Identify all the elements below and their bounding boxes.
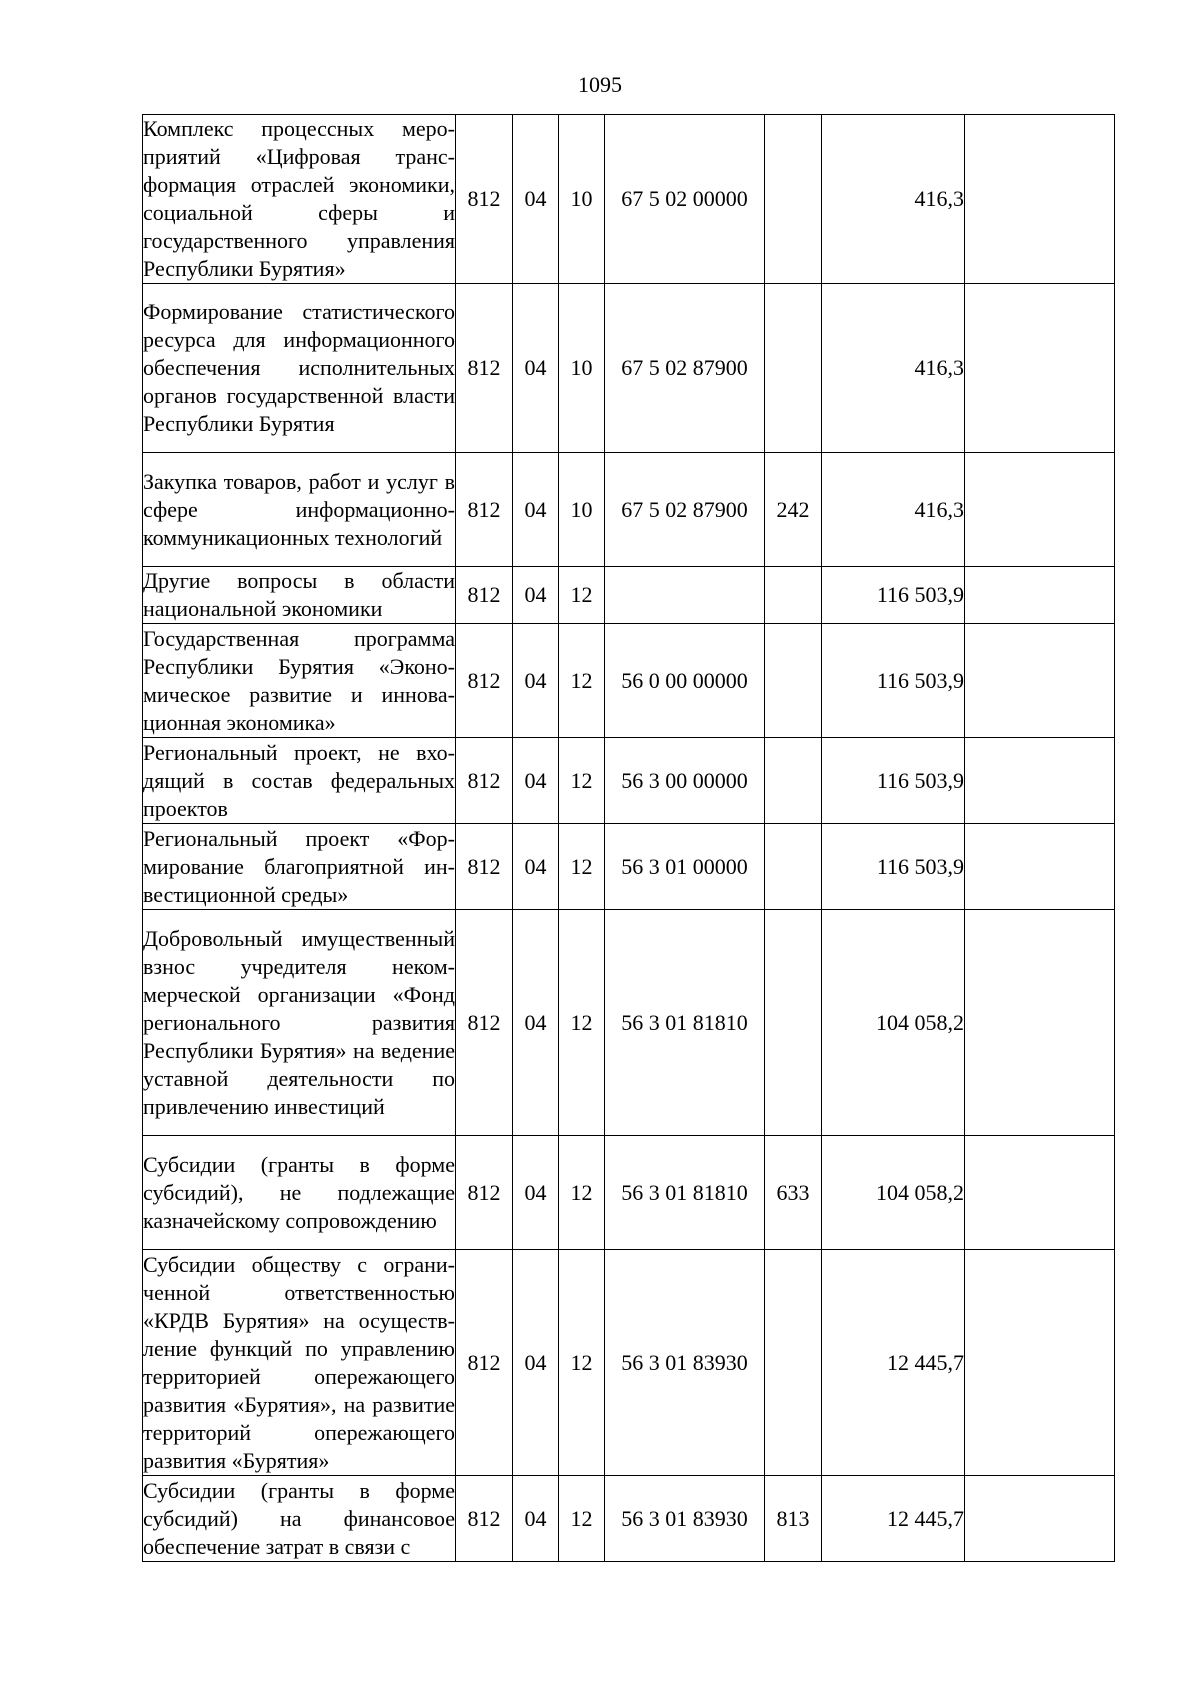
- row-expense-type: [765, 824, 822, 910]
- row-extra: [965, 1136, 1115, 1250]
- table-row: [143, 284, 1115, 453]
- row-name: Субсидии (гранты в форме субсидий) на финансовое обеспечение затрат в связи с: [143, 1476, 456, 1562]
- row-subsection: 12: [559, 567, 605, 624]
- row-section: 04: [513, 910, 559, 1136]
- row-target-article: 56 3 00 00000: [605, 738, 765, 824]
- table-row: [143, 567, 1115, 624]
- row-target-article: 56 0 00 00000: [605, 624, 765, 738]
- table-row: [143, 453, 1115, 567]
- row-extra: [965, 738, 1115, 824]
- row-section: 04: [513, 453, 559, 567]
- row-section: 04: [513, 624, 559, 738]
- row-extra: [965, 1476, 1115, 1562]
- row-amount: 12 445,7: [822, 1476, 965, 1562]
- row-target-article: 56 3 01 83930: [605, 1476, 765, 1562]
- row-extra: [965, 910, 1115, 1136]
- row-section: 04: [513, 115, 559, 284]
- row-name: Региональный проект «Формирование благоприятной инвестиционной среды»: [143, 824, 456, 910]
- row-section: 04: [513, 1476, 559, 1562]
- row-grbs: 812: [456, 1250, 513, 1476]
- table-row: [143, 115, 1115, 284]
- row-section: 04: [513, 284, 559, 453]
- row-grbs: 812: [456, 284, 513, 453]
- row-grbs: 812: [456, 453, 513, 567]
- table-row: [143, 824, 1115, 910]
- row-name: Государственная программа Республики Бурятия «Экономическое развитие и инновационная экономика»: [143, 624, 456, 738]
- table-row: [143, 738, 1115, 824]
- row-grbs: 812: [456, 1136, 513, 1250]
- row-expense-type: [765, 115, 822, 284]
- row-target-article: 67 5 02 87900: [605, 284, 765, 453]
- row-subsection: 10: [559, 453, 605, 567]
- row-section: 04: [513, 738, 559, 824]
- row-name: Добровольный имущественный взнос учредителя некоммерческой организации «Фонд регионального развития Республики Бурятия» на ведение уставной деятельности по привлечению инвестиций: [143, 910, 456, 1136]
- row-amount: 116 503,9: [822, 738, 965, 824]
- row-target-article: 56 3 01 81810: [605, 1136, 765, 1250]
- row-amount: 116 503,9: [822, 824, 965, 910]
- row-expense-type: 633: [765, 1136, 822, 1250]
- row-amount: 416,3: [822, 453, 965, 567]
- row-subsection: 12: [559, 1250, 605, 1476]
- row-amount: 104 058,2: [822, 910, 965, 1136]
- page-number: 1095: [578, 72, 622, 97]
- row-extra: [965, 624, 1115, 738]
- row-subsection: 12: [559, 1476, 605, 1562]
- row-amount: 416,3: [822, 284, 965, 453]
- row-target-article: 56 3 01 81810: [605, 910, 765, 1136]
- budget-table: [142, 114, 1115, 1562]
- row-grbs: 812: [456, 624, 513, 738]
- table-row: [143, 1136, 1115, 1250]
- row-name: Региональный проект, не входящий в состав федеральных проектов: [143, 738, 456, 824]
- row-name: Другие вопросы в области национальной экономики: [143, 567, 456, 624]
- row-extra: [965, 567, 1115, 624]
- row-expense-type: [765, 567, 822, 624]
- row-expense-type: 813: [765, 1476, 822, 1562]
- row-section: 04: [513, 1250, 559, 1476]
- row-name: Формирование статистического ресурса для информационного обеспечения исполнительных органов государственной власти Республики Бурятия: [143, 284, 456, 453]
- row-amount: 12 445,7: [822, 1250, 965, 1476]
- row-extra: [965, 453, 1115, 567]
- row-target-article: 56 3 01 83930: [605, 1250, 765, 1476]
- table-row: [143, 624, 1115, 738]
- row-grbs: 812: [456, 115, 513, 284]
- row-expense-type: [765, 910, 822, 1136]
- row-grbs: 812: [456, 738, 513, 824]
- row-name: Субсидии (гранты в форме субсидий), не подлежащие казначейскому сопровождению: [143, 1136, 456, 1250]
- row-name: Комплекс процессных мероприятий «Цифровая трансформация отраслей экономики, социальной сферы и государственного управления Республики Бурятия»: [143, 115, 456, 284]
- row-target-article: 67 5 02 00000: [605, 115, 765, 284]
- row-expense-type: 242: [765, 453, 822, 567]
- row-expense-type: [765, 738, 822, 824]
- row-name: Субсидии обществу с ограниченной ответственностью «КРДВ Бурятия» на осуществление функций по управлению территорией опережающего развития «Бурятия», на развитие территорий опережающего развития «Бурятия»: [143, 1250, 456, 1476]
- row-grbs: 812: [456, 910, 513, 1136]
- table-row: [143, 1250, 1115, 1476]
- row-grbs: 812: [456, 1476, 513, 1562]
- row-section: 04: [513, 824, 559, 910]
- row-extra: [965, 115, 1115, 284]
- row-name: Закупка товаров, работ и услуг в сфере информационно-коммуникационных технологий: [143, 453, 456, 567]
- row-grbs: 812: [456, 824, 513, 910]
- row-subsection: 12: [559, 910, 605, 1136]
- row-amount: 116 503,9: [822, 567, 965, 624]
- row-subsection: 12: [559, 624, 605, 738]
- row-amount: 116 503,9: [822, 624, 965, 738]
- row-expense-type: [765, 1250, 822, 1476]
- row-grbs: 812: [456, 567, 513, 624]
- table-row: [143, 910, 1115, 1136]
- row-section: 04: [513, 567, 559, 624]
- table-row: [143, 1476, 1115, 1562]
- row-target-article: 56 3 01 00000: [605, 824, 765, 910]
- row-subsection: 12: [559, 1136, 605, 1250]
- row-section: 04: [513, 1136, 559, 1250]
- row-expense-type: [765, 624, 822, 738]
- row-target-article: [605, 567, 765, 624]
- row-subsection: 12: [559, 738, 605, 824]
- row-extra: [965, 824, 1115, 910]
- row-extra: [965, 1250, 1115, 1476]
- row-amount: 416,3: [822, 115, 965, 284]
- row-amount: 104 058,2: [822, 1136, 965, 1250]
- row-subsection: 10: [559, 115, 605, 284]
- row-target-article: 67 5 02 87900: [605, 453, 765, 567]
- row-subsection: 10: [559, 284, 605, 453]
- row-expense-type: [765, 284, 822, 453]
- row-subsection: 12: [559, 824, 605, 910]
- row-extra: [965, 284, 1115, 453]
